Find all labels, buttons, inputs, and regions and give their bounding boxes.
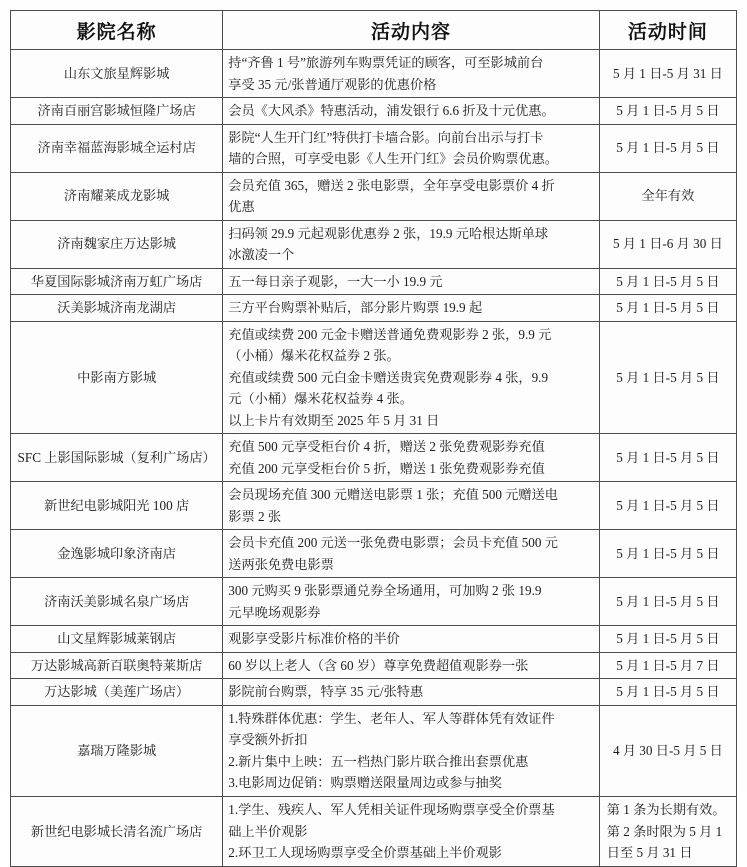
activity-content-line: （小桶）爆米花权益券 2 张。 bbox=[228, 348, 400, 364]
activity-content-cell bbox=[223, 172, 600, 220]
activity-time-cell bbox=[599, 652, 736, 679]
activity-time-cell bbox=[599, 268, 736, 295]
activity-content-cell bbox=[223, 98, 600, 125]
activity-content-line: 冰激凌一个 bbox=[228, 247, 295, 263]
cinema-name-cell: 济南魏家庄万达影城 bbox=[11, 220, 223, 268]
activity-time-line: 5 月 1 日-5 月 5 日 bbox=[616, 546, 720, 562]
table-row bbox=[11, 679, 737, 706]
table-row bbox=[11, 50, 737, 98]
activity-time-line: 5 月 1 日-5 月 5 日 bbox=[616, 498, 720, 514]
activity-content-line: 2.新片集中上映：五一档热门影片联合推出套票优惠 bbox=[228, 753, 529, 769]
activity-time-cell bbox=[599, 578, 736, 626]
table-row bbox=[11, 626, 737, 653]
activity-content-line: 墙的合照，可享受电影《人生开门红》会员价购票优惠。 bbox=[228, 151, 558, 167]
activity-content-line: 享受 35 元/张普通厅观影的优惠价格 bbox=[228, 76, 437, 92]
activity-content-cell bbox=[223, 124, 600, 172]
cinema-promotions-table bbox=[10, 10, 737, 867]
activity-content-line: 会员《大风杀》特惠活动，浦发银行 6.6 折及十元优惠。 bbox=[228, 103, 555, 119]
activity-content-line: 五一每日亲子观影，一大一小 19.9 元 bbox=[228, 273, 443, 289]
activity-content-line: 充值 500 元享受柜台价 4 折，赠送 2 张免费观影券充值 bbox=[228, 439, 545, 455]
table-row bbox=[11, 652, 737, 679]
activity-time-line: 5 月 1 日-5 月 5 日 bbox=[616, 594, 720, 610]
table-row bbox=[11, 295, 737, 322]
activity-time-line: 日至 5 月 31 日 bbox=[606, 845, 693, 861]
activity-content-line: 元早晚场观影券 bbox=[228, 604, 321, 620]
cinema-name-cell: 中影南方影城 bbox=[11, 321, 223, 434]
table-row bbox=[11, 321, 737, 434]
activity-content-cell bbox=[223, 679, 600, 706]
table-row bbox=[11, 578, 737, 626]
activity-time-cell bbox=[599, 679, 736, 706]
table-row bbox=[11, 268, 737, 295]
table-header bbox=[11, 11, 737, 50]
table-row bbox=[11, 172, 737, 220]
activity-time-line: 5 月 1 日-5 月 5 日 bbox=[616, 369, 720, 385]
activity-time-line: 5 月 1 日-5 月 5 日 bbox=[616, 140, 720, 156]
activity-content-line: 扫码领 29.9 元起观影优惠券 2 张，19.9 元哈根达斯单球 bbox=[228, 225, 549, 241]
activity-time-line: 5 月 1 日-6 月 30 日 bbox=[612, 236, 723, 252]
cinema-name-cell: 山东文旅星辉影城 bbox=[11, 50, 223, 98]
activity-content-line: 三方平台购票补贴后，部分影片购票 19.9 起 bbox=[228, 300, 483, 316]
activity-time-line: 全年有效 bbox=[641, 188, 695, 204]
cinema-name-cell: 济南百丽宫影城恒隆广场店 bbox=[11, 98, 223, 125]
activity-time-line: 5 月 1 日-5 月 5 日 bbox=[616, 631, 720, 647]
table-row bbox=[11, 482, 737, 530]
activity-content-line: 充值 200 元享受柜台价 5 折，赠送 1 张免费观影券充值 bbox=[228, 460, 545, 476]
activity-content-cell bbox=[223, 626, 600, 653]
activity-time-cell bbox=[599, 172, 736, 220]
cinema-name-cell: 万达影城高新百联奥特莱斯店 bbox=[11, 652, 223, 679]
activity-content-cell bbox=[223, 796, 600, 866]
cinema-name-cell: 万达影城（美莲广场店） bbox=[11, 679, 223, 706]
cinema-name-cell: 新世纪电影城阳光 100 店 bbox=[11, 482, 223, 530]
activity-time-cell bbox=[599, 705, 736, 796]
activity-time-line: 5 月 1 日-5 月 31 日 bbox=[612, 65, 723, 81]
activity-time-line: 5 月 1 日-5 月 5 日 bbox=[616, 103, 720, 119]
activity-time-cell bbox=[599, 530, 736, 578]
activity-time-line: 5 月 1 日-5 月 5 日 bbox=[616, 273, 720, 289]
activity-content-line: 影票 2 张 bbox=[228, 508, 282, 524]
activity-content-line: 会员充值 365，赠送 2 张电影票，全年享受电影票价 4 折 bbox=[228, 177, 555, 193]
table-row bbox=[11, 434, 737, 482]
cinema-name-cell: SFC 上影国际影城（复利广场店） bbox=[11, 434, 223, 482]
activity-time-line: 4 月 30 日-5 月 5 日 bbox=[612, 743, 723, 759]
activity-time-line: 5 月 1 日-5 月 5 日 bbox=[616, 450, 720, 465]
table-body bbox=[11, 50, 737, 867]
activity-content-line: 3.电影周边促销：购票赠送限量周边或参与抽奖 bbox=[228, 775, 502, 791]
activity-content-cell bbox=[223, 482, 600, 530]
column-header-activity-content: 活动内容 bbox=[223, 11, 600, 50]
activity-content-line: 影院“人生开门红”特供打卡墙合影。向前台出示与打卡 bbox=[228, 129, 544, 145]
cinema-name-cell: 新世纪电影城长清名流广场店 bbox=[11, 796, 223, 866]
activity-time-cell bbox=[599, 295, 736, 322]
activity-content-line: 充值或续费 200 元金卡赠送普通免费观影券 2 张，9.9 元 bbox=[228, 326, 552, 342]
cinema-name-cell: 济南耀莱成龙影城 bbox=[11, 172, 223, 220]
activity-time-cell bbox=[599, 626, 736, 653]
activity-time-line: 第 2 条时限为 5 月 1 bbox=[606, 823, 723, 839]
activity-content-line: 2.环卫工人现场购票享受全价票基础上半价观影 bbox=[228, 845, 502, 861]
cinema-name-cell: 济南沃美影城名泉广场店 bbox=[11, 578, 223, 626]
activity-content-line: 1.学生、残疾人、军人凭相关证件现场购票享受全价票基 bbox=[228, 801, 555, 817]
activity-content-line: 以上卡片有效期至 2025 年 5 月 31 日 bbox=[228, 412, 440, 428]
activity-time-cell bbox=[599, 50, 736, 98]
table-header-row bbox=[11, 11, 737, 50]
table-row bbox=[11, 530, 737, 578]
activity-content-cell bbox=[223, 50, 600, 98]
activity-time-cell bbox=[599, 796, 736, 866]
activity-content-line: 影院前台购票，特享 35 元/张特惠 bbox=[228, 684, 424, 700]
column-header-activity-time: 活动时间 bbox=[599, 11, 736, 50]
activity-time-line: 第 1 条为长期有效。 bbox=[606, 801, 726, 817]
activity-content-line: 会员卡充值 200 元送一张免费电影票；会员卡充值 500 元 bbox=[228, 535, 558, 551]
activity-content-cell bbox=[223, 321, 600, 434]
activity-content-cell bbox=[223, 530, 600, 578]
activity-content-cell bbox=[223, 652, 600, 679]
activity-time-cell bbox=[599, 124, 736, 172]
activity-content-line: 1.特殊群体优惠：学生、老年人、军人等群体凭有效证件 bbox=[228, 710, 555, 726]
activity-content-line: 观影享受影片标准价格的半价 bbox=[228, 631, 400, 647]
activity-content-line: 会员现场充值 300 元赠送电影票 1 张；充值 500 元赠送电 bbox=[228, 487, 558, 503]
activity-content-line: 300 元购买 9 张影票通兑券全场通用，可加购 2 张 19.9 bbox=[228, 583, 542, 599]
table-row bbox=[11, 98, 737, 125]
cinema-name-cell: 嘉瑞万隆影城 bbox=[11, 705, 223, 796]
column-header-cinema-name: 影院名称 bbox=[11, 11, 223, 50]
cinema-name-cell: 沃美影城济南龙湖店 bbox=[11, 295, 223, 322]
activity-content-cell bbox=[223, 434, 600, 482]
cinema-name-cell: 金逸影城印象济南店 bbox=[11, 530, 223, 578]
activity-content-line: 优惠 bbox=[228, 199, 255, 215]
cinema-name-cell: 华夏国际影城济南万虹广场店 bbox=[11, 268, 223, 295]
activity-time-cell bbox=[599, 220, 736, 268]
activity-content-line: 充值或续费 500 元白金卡赠送贵宾免费观影券 4 张，9.9 bbox=[228, 369, 549, 385]
activity-content-cell bbox=[223, 268, 600, 295]
activity-time-line: 5 月 1 日-5 月 5 日 bbox=[616, 684, 720, 700]
activity-time-cell bbox=[599, 321, 736, 434]
activity-content-cell bbox=[223, 220, 600, 268]
activity-time-line: 5 月 1 日-5 月 5 日 bbox=[616, 300, 720, 316]
activity-time-cell bbox=[599, 434, 736, 482]
activity-content-line: 60 岁以上老人（含 60 岁）尊享免费超值观影券一张 bbox=[228, 657, 529, 673]
cinema-name-cell: 济南幸福蓝海影城全运村店 bbox=[11, 124, 223, 172]
activity-content-cell bbox=[223, 578, 600, 626]
activity-content-line: 享受额外折扣 bbox=[228, 732, 308, 748]
activity-time-cell bbox=[599, 98, 736, 125]
activity-content-line: 础上半价观影 bbox=[228, 823, 308, 839]
table-row bbox=[11, 220, 737, 268]
table-row bbox=[11, 705, 737, 796]
activity-content-cell bbox=[223, 705, 600, 796]
activity-content-line: 送两张免费电影票 bbox=[228, 556, 334, 572]
table-row bbox=[11, 796, 737, 866]
activity-time-cell bbox=[599, 482, 736, 530]
activity-content-cell bbox=[223, 295, 600, 322]
activity-content-line: 持“齐鲁 1 号”旅游列车购票凭证的顾客，可至影城前台 bbox=[228, 55, 544, 70]
activity-content-line: 元（小桶）爆米花权益券 4 张。 bbox=[228, 391, 413, 407]
cinema-name-cell: 山文星辉影城莱钢店 bbox=[11, 626, 223, 653]
table-row bbox=[11, 124, 737, 172]
activity-time-line: 5 月 1 日-5 月 7 日 bbox=[616, 657, 720, 673]
